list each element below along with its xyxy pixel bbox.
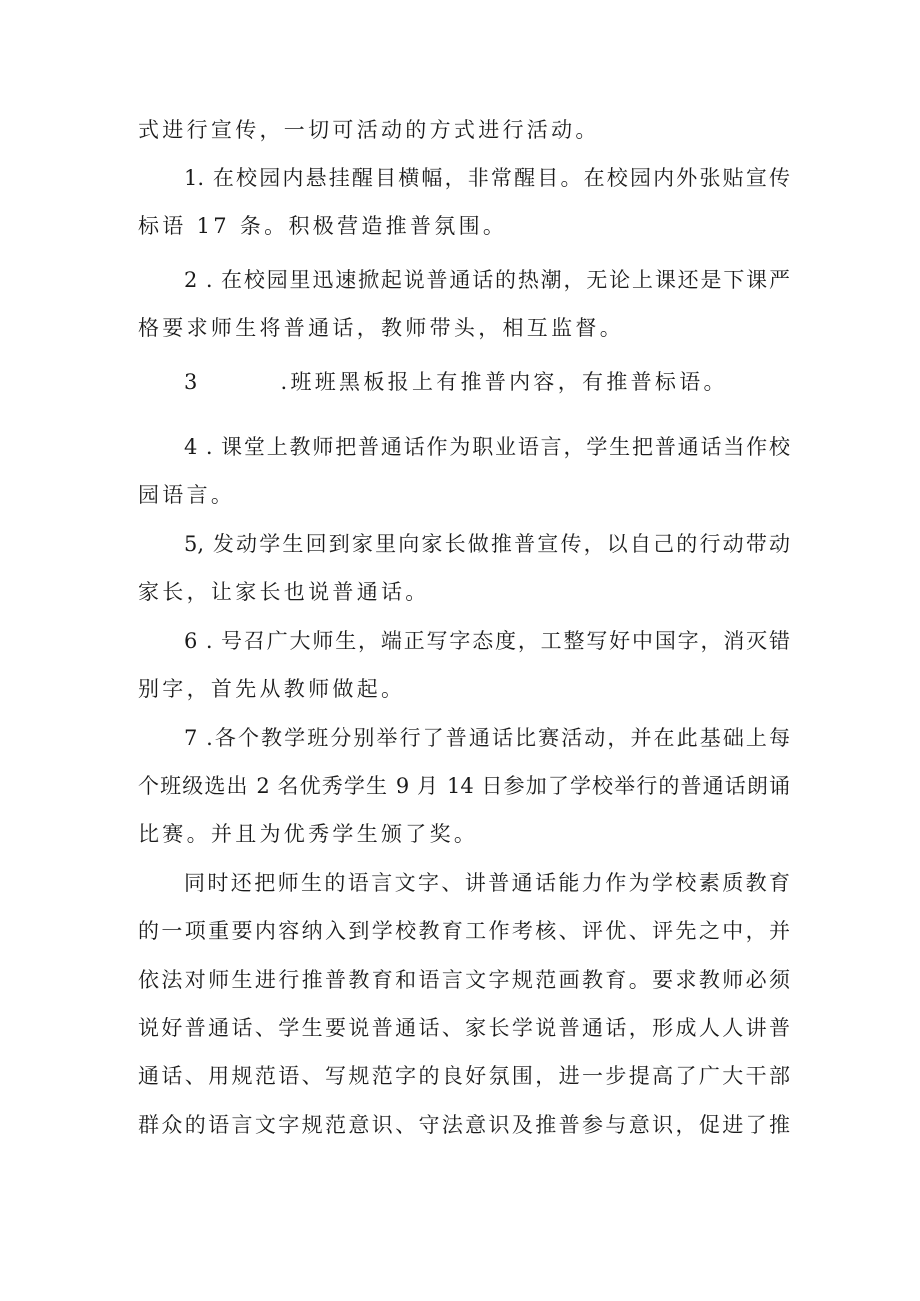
text-line: 2 . 在校园里迅速掀起说普通话的热潮，无论上课还是下课严 xyxy=(184,268,790,292)
text-line: 通话、用规范语、写规范字的良好氛围，进一步提高了广大干部 xyxy=(138,1064,790,1088)
text-line: 7 .各个教学班分别举行了普通话比赛活动，并在此基础上每 xyxy=(184,726,790,750)
text-line: 说好普通话、学生要说普通话、家长学说普通话，形成人人讲普 xyxy=(138,1016,790,1040)
text-line: 群众的语言文字规范意识、守法意识及推普参与意识，促进了推 xyxy=(138,1113,790,1137)
text-line: 依法对师生进行推普教育和语言文字规范画教育。要求教师必须 xyxy=(138,968,790,992)
text-line: 格要求师生将普通话，教师带头，相互监督。 xyxy=(138,316,624,340)
text-line: 个班级选出 2 名优秀学生 9 月 14 日参加了学校举行的普通话朗诵 xyxy=(138,774,790,798)
text-line: 6 . 号召广大师生，端正写字态度，工整写好中国字，消灭错 xyxy=(184,629,790,653)
text-line: 1. 在校园内悬挂醒目横幅，非常醒目。在校园内外张贴宣传 xyxy=(184,166,790,190)
text-line: 标语 17 条。积极营造推普氛围。 xyxy=(138,214,508,238)
text-line: 家长，让家长也说普通话。 xyxy=(138,580,430,604)
text-line: 的一项重要内容纳入到学校教育工作考核、评优、评先之中，并 xyxy=(138,919,790,943)
text-line: 3 .班班黑板报上有推普内容，有推普标语。 xyxy=(184,370,728,394)
text-line: 式进行宣传，一切可活动的方式进行活动。 xyxy=(138,118,600,142)
text-line: 同时还把师生的语言文字、讲普通话能力作为学校素质教育 xyxy=(184,871,790,895)
text-line: 比赛。并且为优秀学生颁了奖。 xyxy=(138,822,479,846)
text-line: 5, 发动学生回到家里向家长做推普宣传，以自己的行动带动 xyxy=(184,532,790,556)
text-line: 别字，首先从教师做起。 xyxy=(138,677,406,701)
text-line: 园语言。 xyxy=(138,483,236,507)
text-line: 4 . 课堂上教师把普通话作为职业语言，学生把普通话当作校 xyxy=(184,435,790,459)
